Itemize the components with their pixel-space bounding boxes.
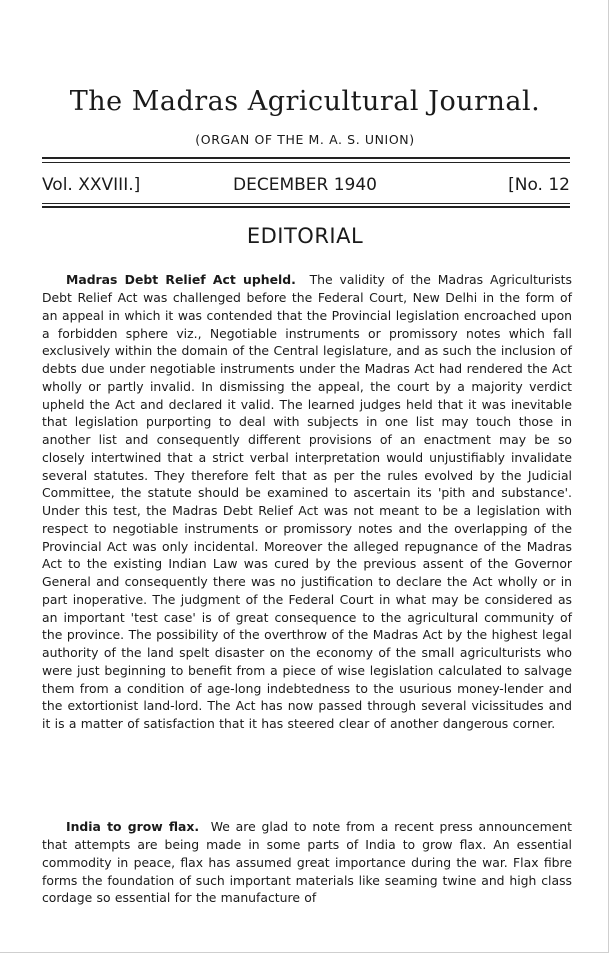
header-rule-bottom-thin — [42, 203, 570, 204]
issue-volume: Vol. XXVIII.] — [42, 175, 141, 195]
editorial-heading: EDITORIAL — [246, 224, 364, 248]
header-rule-top — [42, 157, 570, 159]
header-rule-bottom — [42, 206, 570, 208]
journal-organ-subtitle: (ORGAN OF THE M. A. S. UNION) — [195, 132, 415, 147]
paragraph-body: The validity of the Madras Agriculturists Debt Relief Act was challenged before the Federal Court, New Delhi in the form of an appeal in which it was contended that the Provincial legislation encroached upon a forbidden sphere viz., Negotiable instruments or promissory notes which fall exclusively within the domain of the Central legislature, and as such the inclusion of debts due under negotiable instruments under the Madras Act had rendered the Act wholly or partly invalid. In dismissing the appeal, the court by a majority verdict upheld the Act and declared it valid. The learned judges held that it was inevitable that legislation purporting to deal with subjects in one list may touch those in another list and consequently different provisions of an enactment may be so closely intertwined that a strict verbal interpretation would unjustifiably invalidate several statutes. They therefore felt that as per the rules evolved by the Judicial Committee, the statute should be examined to ascertain its 'pith and substance'. Under this test, the Madras Debt Relief Act was not meant to be a legislation with respect to negotiable instruments or promissory notes and the overlapping of the Provincial Act was only incidental. Moreover the alleged repugnance of the Madras Act to the existing Indian Law was cured by the previous assent of the Governor General and consequently there was no justification to declare the Act wholly or in part inoperative. The judgment of the Federal Court in what may be considered as an important 'test case' is of great consequence to the agricultural community of the province. The possibility of the overthrow of the Madras Act by the highest legal authority of the land spelt disaster on the economy of the small agriculturists who were just beginning to benefit from a piece of wise legislation calculated to salvage them from a condition of age-long indebtedness to the usurious money-lender and the extortionist land-lord. The Act has now passed through several vicissitudes and it is a matter of satisfaction that it has steered clear of another dangerous corner. — [42, 272, 572, 732]
issue-number: [No. 12 — [508, 175, 570, 195]
paragraph-body: We are glad to note from a recent press announcement that attempts are being made in some parts of India to grow flax. An essential commodity in peace, flax has assumed great importance during the war. Flax fibre forms the foundation of such important materials like seaming twine and high class cordage so essential for the manufacture of — [42, 819, 572, 906]
journal-title: The Madras Agricultural Journal. — [69, 86, 541, 117]
header-rule-top-thin — [42, 162, 570, 163]
editorial-paragraph-debt-relief — [42, 271, 572, 733]
paragraph-heading: India to grow flax. — [66, 819, 200, 835]
paragraph-heading: Madras Debt Relief Act upheld. — [66, 272, 296, 288]
issue-line — [42, 175, 570, 199]
editorial-paragraph-flax — [42, 818, 572, 907]
issue-date: DECEMBER 1940 — [233, 175, 377, 195]
